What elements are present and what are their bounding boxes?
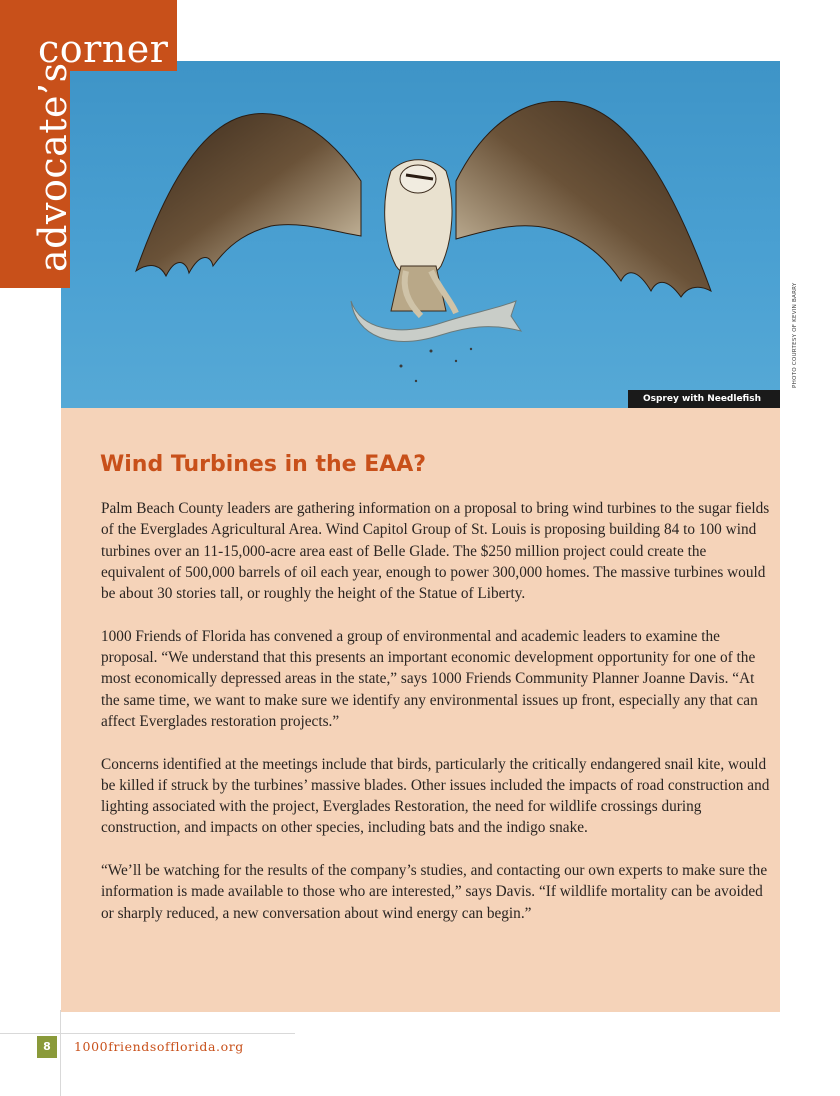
banner-corner-word: corner: [38, 27, 169, 71]
page-number: 8: [37, 1036, 57, 1058]
article-paragraph: Palm Beach County leaders are gathering information on a proposal to bring wind turbines to the sugar fields of the Everglades Agricultural Area. Wind Capitol Group of St. Louis is proposing building 84 to 100 wind turbines over an 11-15,000-acre area east of Belle Glade. The $250 million project could create the equivalent of 500,000 barrels of oil each year, enough to power 300,000 homes. The massive turbines would be about 30 stories tall, or roughly the height of the Statue of Liberty.: [101, 500, 770, 603]
article-paragraph: “We’ll be watching for the results of the company’s studies, and contacting our own experts to make sure the information is made available to those who are interested,” says Davis. “If wildlife mortality can be avoided or sharply reduced, a new conversation about wind energy can begin.”: [101, 862, 768, 922]
water-droplet: [415, 380, 417, 382]
water-droplet: [455, 360, 457, 362]
photo-caption: Osprey with Needlefish: [628, 390, 780, 408]
water-droplet: [470, 348, 472, 350]
margin-guide-vertical: [60, 1010, 61, 1096]
water-droplet: [400, 365, 403, 368]
osprey-illustration: [61, 61, 780, 408]
website-link[interactable]: 1000friendsofflorida.org: [74, 1039, 244, 1054]
osprey-photo: [61, 61, 780, 408]
osprey-left-wing: [136, 114, 361, 277]
margin-guide-horizontal: [0, 1033, 295, 1034]
article-body: [101, 498, 771, 945]
osprey-right-wing: [456, 101, 711, 297]
water-droplet: [430, 350, 433, 353]
article-paragraph: 1000 Friends of Florida has convened a group of environmental and academic leaders to examine the proposal. “We understand that this presents an important economic development opportunity for one of the most economically depressed areas in the state,” says 1000 Friends Community Planner Joanne Davis. “At the same time, we want to make sure we identify any environmental issues up front, especially any that can affect Everglades restoration projects.”: [101, 627, 758, 730]
photo-credit: PHOTO COURTESY OF KEVIN BARRY: [792, 282, 798, 388]
article-title: Wind Turbines in the EAA?: [100, 452, 427, 477]
banner-advocates-word: advocate’s: [31, 62, 75, 272]
article-paragraph: Concerns identified at the meetings include that birds, particularly the critically endangered snail kite, would be killed if struck by the turbines’ massive blades. Other issues included the impacts of road construction and lighting associated with the project, Everglades Restoration, the need for wildlife crossings during construction, and impacts on other species, including bats and the indigo snake.: [101, 755, 770, 837]
